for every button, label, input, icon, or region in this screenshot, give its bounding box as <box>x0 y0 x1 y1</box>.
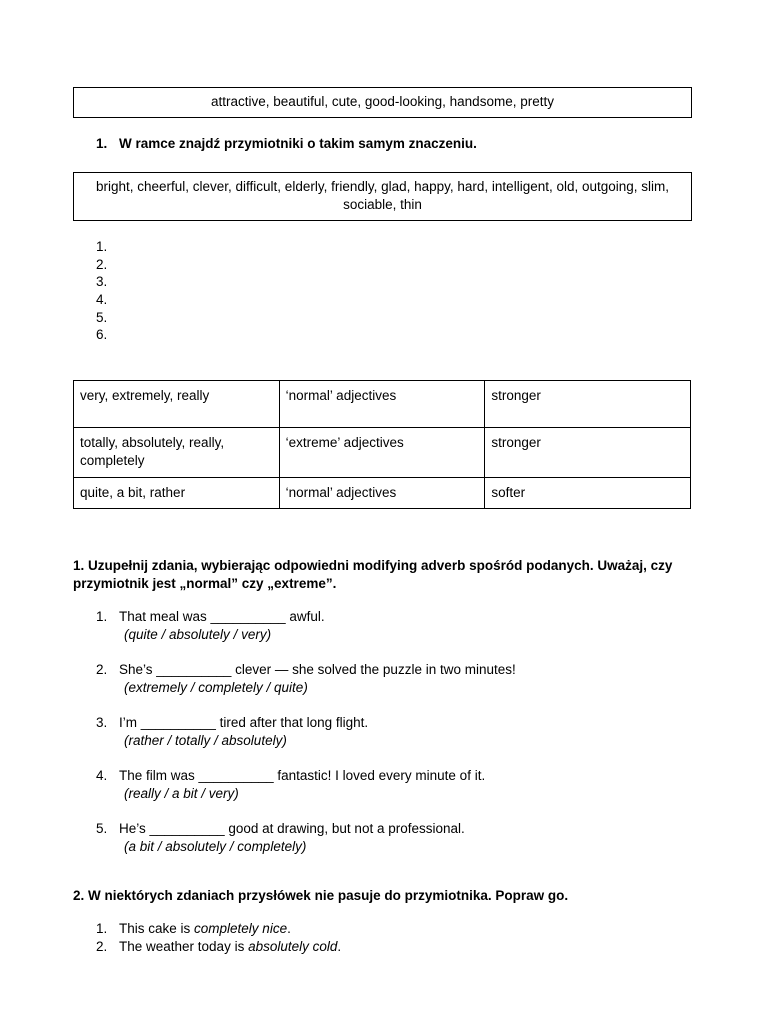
answer-number-list <box>96 238 107 344</box>
exercise-sentence: That meal was __________ awful. <box>119 609 325 624</box>
correction-text-after: . <box>287 921 291 936</box>
exercise-number: 4. <box>96 768 108 783</box>
exercise-sentence: I’m __________ tired after that long flight. <box>119 715 369 730</box>
synonym-box-beautiful: attractive, beautiful, cute, good-looking, handsome, pretty <box>73 87 692 118</box>
exercise-number: 5. <box>96 821 108 836</box>
table-cell-adverbs: very, extremely, really <box>74 381 280 428</box>
table-row <box>74 478 691 509</box>
correction-text-before: The weather today is <box>119 938 249 954</box>
correction-text-before: This cake is <box>119 921 195 936</box>
answer-number: 5. <box>96 309 108 325</box>
task1-number: 1. <box>96 136 108 151</box>
task1-heading-text: W ramce znajdź przymiotniki o takim samym znaczeniu. <box>119 136 477 151</box>
answer-number: 1. <box>96 239 108 254</box>
table-cell-adjective-type: ‘extreme’ adjectives <box>279 428 485 478</box>
table-row <box>74 428 691 478</box>
correction-list <box>96 920 341 955</box>
exercise-options: (rather / totally / absolutely) <box>124 733 287 748</box>
exercise-sentence: The film was __________ fantastic! I loved every minute of it. <box>119 768 486 783</box>
exercise-item <box>96 608 325 644</box>
exercise-sentence: He’s __________ good at drawing, but not a professional. <box>119 821 465 836</box>
task1-heading <box>96 135 477 153</box>
correction-phrase: absolutely cold <box>248 938 338 954</box>
exercise-item <box>96 820 465 856</box>
modifying-adverbs-table <box>73 380 691 509</box>
correction-number: 2. <box>96 938 108 954</box>
exercise-item <box>96 661 516 697</box>
table-row <box>74 381 691 428</box>
correction-item <box>96 920 341 938</box>
exercise-item <box>96 714 368 750</box>
correction-item <box>96 938 341 956</box>
table-cell-adverbs: quite, a bit, rather <box>74 478 280 509</box>
exercise-number: 2. <box>96 662 108 677</box>
task3-heading: 2. W niektórych zdaniach przysłówek nie pasuje do przymiotnika. Popraw go. <box>73 888 569 903</box>
table-cell-effect: stronger <box>485 381 691 428</box>
exercise-number: 3. <box>96 715 108 730</box>
answer-number: 2. <box>96 256 108 272</box>
exercise-number: 1. <box>96 609 108 624</box>
answer-number: 3. <box>96 274 108 290</box>
table-cell-adverbs: totally, absolutely, really, completely <box>74 428 280 478</box>
adjective-word-box: bright, cheerful, clever, difficult, elderly, friendly, glad, happy, hard, intelligent, old, outgoing, slim, sociable, thin <box>73 172 692 221</box>
exercise-options: (extremely / completely / quite) <box>124 680 308 695</box>
exercise-sentence: She’s __________ clever — she solved the puzzle in two minutes! <box>119 662 516 677</box>
task2-heading: 1. Uzupełnij zdania, wybierając odpowiedni modifying adverb spośród podanych. Uważaj, czy przymiotnik jest „normal” czy „extreme”. <box>73 558 673 591</box>
answer-number: 4. <box>96 292 108 308</box>
exercise-item <box>96 767 485 803</box>
answer-number: 6. <box>96 327 108 343</box>
exercise-options: (a bit / absolutely / completely) <box>124 839 307 854</box>
table-cell-adjective-type: ‘normal’ adjectives <box>279 381 485 428</box>
exercise-options: (quite / absolutely / very) <box>124 627 272 642</box>
correction-number: 1. <box>96 921 108 936</box>
correction-phrase: completely nice <box>194 921 288 936</box>
table-cell-adjective-type: ‘normal’ adjectives <box>279 478 485 509</box>
exercise-options: (really / a bit / very) <box>124 786 239 801</box>
table-cell-effect: softer <box>485 478 691 509</box>
correction-text-after: . <box>337 938 342 954</box>
table-cell-effect: stronger <box>485 428 691 478</box>
